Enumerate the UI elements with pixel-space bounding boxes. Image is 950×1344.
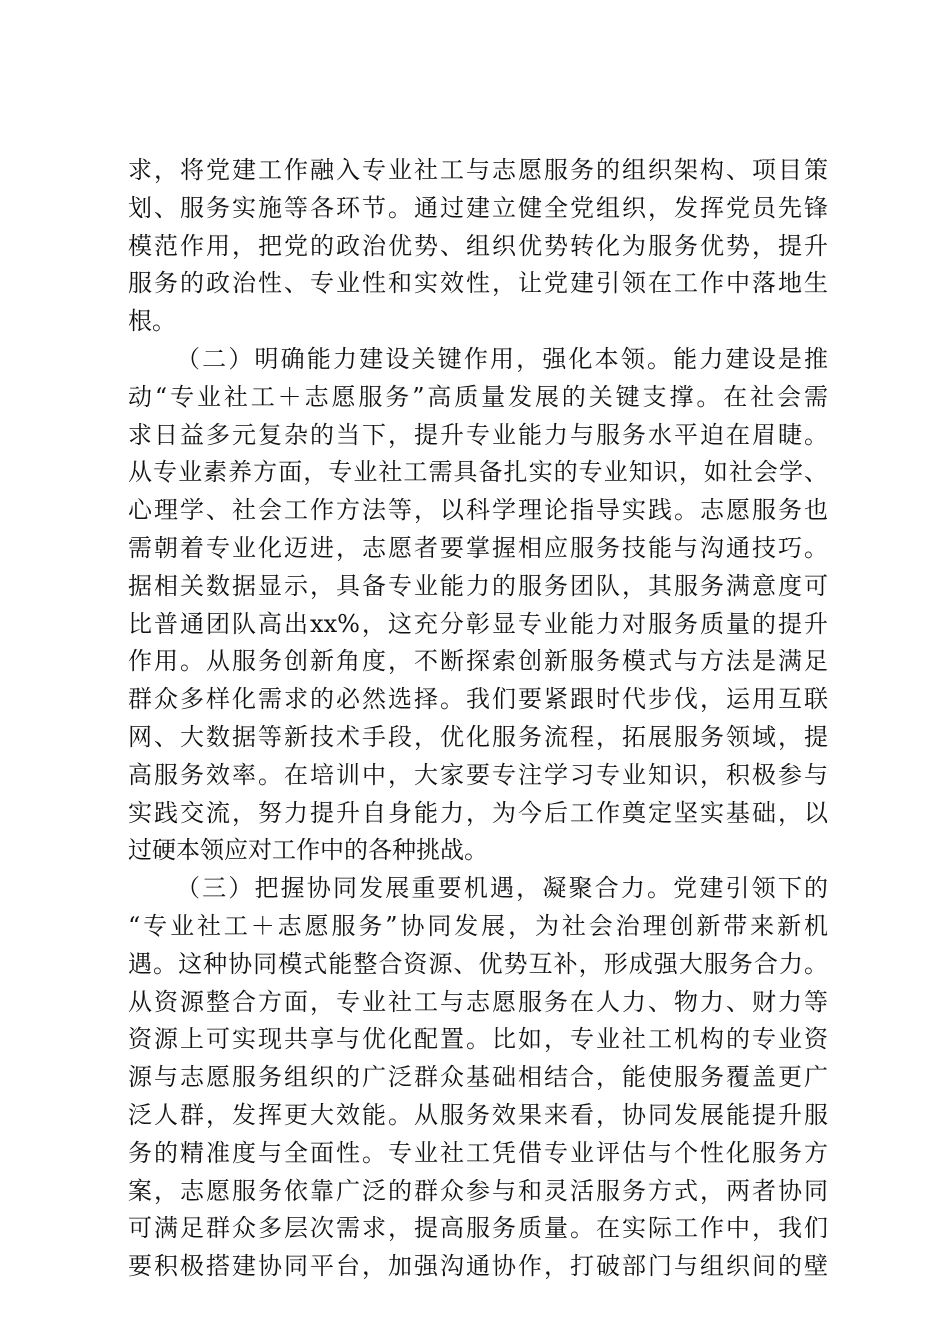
text-line: 遇。这种协同模式能整合资源、优势互补，形成强大服务合力。 [128, 949, 828, 978]
text-line: 求，将党建工作融入专业社工与志愿服务的组织架构、项目策 [128, 156, 828, 184]
text-line: 网、大数据等新技术手段，优化服务流程，拓展服务领域，提 [128, 722, 828, 751]
text-line: 动“专业社工＋志愿服务”高质量发展的关键支撑。在社会需 [128, 382, 828, 411]
text-line: 案，志愿服务依靠广泛的群众参与和灵活服务方式，两者协同 [128, 1176, 828, 1205]
text-line: 高服务效率。在培训中，大家要专注学习专业知识，积极参与 [128, 760, 828, 789]
text-line: 从资源整合方面，专业社工与志愿服务在人力、物力、财力等 [128, 987, 828, 1016]
text-line: 源与志愿服务组织的广泛群众基础相结合，能使服务覆盖更广 [128, 1063, 828, 1092]
body-text [128, 152, 828, 1286]
text-line: 划、服务实施等各环节。通过建立健全党组织，发挥党员先锋 [128, 193, 828, 222]
text-line: 从专业素养方面，专业社工需具备扎实的专业知识，如社会学、 [128, 458, 828, 487]
paragraph-section-3 [128, 870, 828, 1286]
section-heading-line: （三）把握协同发展重要机遇，凝聚合力。党建引领下的 [176, 874, 828, 903]
text-line: 作用。从服务创新角度，不断探索创新服务模式与方法是满足 [128, 647, 828, 676]
text-line: 比普通团队高出xx%，这充分彰显专业能力对服务质量的提升 [128, 609, 828, 638]
text-line: 求日益多元复杂的当下，提升专业能力与服务水平迫在眉睫。 [128, 420, 828, 449]
text-line: 可满足群众多层次需求，提高服务质量。在实际工作中，我们 [128, 1214, 828, 1243]
text-line: 实践交流，努力提升自身能力，为今后工作奠定坚实基础，以 [128, 798, 828, 827]
text-line: 据相关数据显示，具备专业能力的服务团队，其服务满意度可 [128, 571, 828, 600]
paragraph-section-2 [128, 341, 828, 870]
text-line: 服务的政治性、专业性和实效性，让党建引领在工作中落地生 [128, 269, 828, 298]
text-line: 资源上可实现共享与优化配置。比如，专业社工机构的专业资 [128, 1025, 828, 1054]
text-line: “专业社工＋志愿服务”协同发展，为社会治理创新带来新机 [128, 911, 828, 940]
text-line: 心理学、社会工作方法等，以科学理论指导实践。志愿服务也 [128, 496, 828, 525]
text-line: 群众多样化需求的必然选择。我们要紧跟时代步伐，运用互联 [128, 685, 828, 714]
text-line: 要积极搭建协同平台，加强沟通协作，打破部门与组织间的壁 [128, 1252, 828, 1281]
section-heading-line: （二）明确能力建设关键作用，强化本领。能力建设是推 [176, 344, 828, 373]
text-line: 过硬本领应对工作中的各种挑战。 [128, 836, 488, 865]
text-line: 务的精准度与全面性。专业社工凭借专业评估与个性化服务方 [128, 1138, 828, 1167]
paragraph-continuation [128, 152, 828, 341]
text-line: 泛人群，发挥更大效能。从服务效果来看，协同发展能提升服 [128, 1100, 828, 1129]
text-line: 模范作用，把党的政治优势、组织优势转化为服务优势，提升 [128, 231, 828, 260]
text-line: 根。 [128, 307, 176, 336]
text-line: 需朝着专业化迈进，志愿者要掌握相应服务技能与沟通技巧。 [128, 533, 828, 562]
